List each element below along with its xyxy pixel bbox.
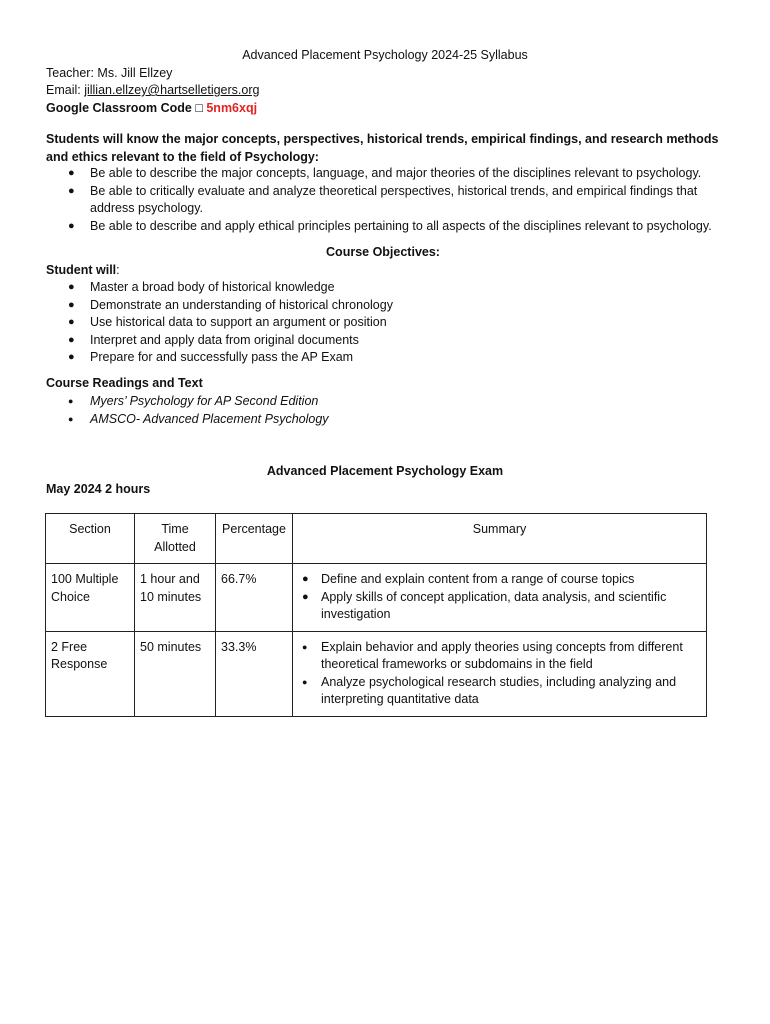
list-item: ● Master a broad body of historical knowledge xyxy=(46,279,720,297)
readings-list xyxy=(46,393,720,428)
cell-time: 1 hour and 10 minutes xyxy=(135,564,216,632)
list-item: ● Demonstrate an understanding of historical chronology xyxy=(46,297,720,315)
list-item: ● Myers’ Psychology for AP Second Edition xyxy=(46,393,720,411)
list-item: ● AMSCO- Advanced Placement Psychology xyxy=(46,411,720,429)
intro-statement: Students will know the major concepts, perspectives, historical trends, empirical findings, and research methods and ethics relevant to the field of Psychology: xyxy=(46,132,719,164)
bullet-icon: ● xyxy=(68,298,75,311)
cell-section: 100 Multiple Choice xyxy=(46,564,135,632)
intro-list xyxy=(46,165,720,235)
bullet-icon: ● xyxy=(68,316,75,328)
column-header-summary: Summary xyxy=(293,514,707,564)
email-label: Email: xyxy=(46,83,85,97)
bullet-icon: ● xyxy=(68,281,75,293)
list-item: ● Prepare for and successfully pass the AP Exam xyxy=(46,349,720,367)
list-item: ● Be able to describe and apply ethical principles pertaining to all aspects of the disciplines relevant to psychology. xyxy=(46,218,720,236)
bullet-icon: ● xyxy=(68,333,75,346)
list-item: ● Be able to describe the major concepts, language, and major theories of the disciplines relevant to psychology. xyxy=(46,165,720,183)
column-header-section: Section xyxy=(46,514,135,564)
column-header-percentage: Percentage xyxy=(216,514,293,564)
bullet-icon: ● xyxy=(68,167,75,179)
teacher-line: Teacher: Ms. Jill Ellzey xyxy=(46,66,173,80)
bullet-icon: ● xyxy=(68,219,75,232)
classroom-code-label: Google Classroom Code □ xyxy=(46,101,207,115)
cell-summary xyxy=(293,564,707,632)
list-item: ● Use historical data to support an argument or position xyxy=(46,314,720,332)
column-header-time: Time Allotted xyxy=(135,514,216,564)
list-item: ● Define and explain content from a range of course topics xyxy=(298,571,701,589)
table-row xyxy=(46,631,707,716)
list-item: ● Interpret and apply data from original documents xyxy=(46,332,720,350)
table-row xyxy=(46,564,707,632)
bullet-icon: ● xyxy=(68,413,74,424)
bullet-icon: ● xyxy=(302,676,308,687)
cell-summary xyxy=(293,631,707,716)
exam-date: May 2024 2 hours xyxy=(46,482,151,496)
cell-time: 50 minutes xyxy=(135,631,216,716)
bullet-icon: ● xyxy=(68,396,74,406)
list-item: ● Apply skills of concept application, data analysis, and scientific investigation xyxy=(302,589,667,621)
email-link[interactable]: jillian.ellzey@hartselletigers.org xyxy=(84,83,260,97)
objectives-heading: Course Objectives: xyxy=(326,245,440,259)
readings-heading: Course Readings and Text xyxy=(46,376,203,390)
bullet-icon: ● xyxy=(68,184,75,197)
objectives-lead: Student will: xyxy=(46,263,120,277)
classroom-code: 5nm6xqj xyxy=(206,101,258,115)
list-item: ● Analyze psychological research studies, including analyzing and interpreting quantitative data xyxy=(302,674,677,706)
email-line xyxy=(46,82,720,100)
cell-percentage: 66.7% xyxy=(216,564,293,632)
classroom-code-line xyxy=(46,100,720,118)
exam-heading: Advanced Placement Psychology Exam xyxy=(266,464,504,478)
table-header-row xyxy=(46,514,707,564)
bullet-icon: ● xyxy=(302,590,309,603)
bullet-icon: ● xyxy=(302,641,308,652)
cell-section: 2 Free Response xyxy=(46,631,135,716)
list-item: ● Explain behavior and apply theories using concepts from different theoretical frameworks or subdomains in the field xyxy=(302,639,683,671)
exam-table xyxy=(45,513,707,717)
document-title: Advanced Placement Psychology 2024-25 Syllabus xyxy=(242,48,528,62)
objectives-list xyxy=(46,279,720,367)
list-item: ● Be able to critically evaluate and analyze theoretical perspectives, historical trends, and empirical findings that address psychology. xyxy=(68,183,698,215)
bullet-icon: ● xyxy=(68,351,75,363)
cell-percentage: 33.3% xyxy=(216,631,293,716)
bullet-icon: ● xyxy=(302,573,309,585)
